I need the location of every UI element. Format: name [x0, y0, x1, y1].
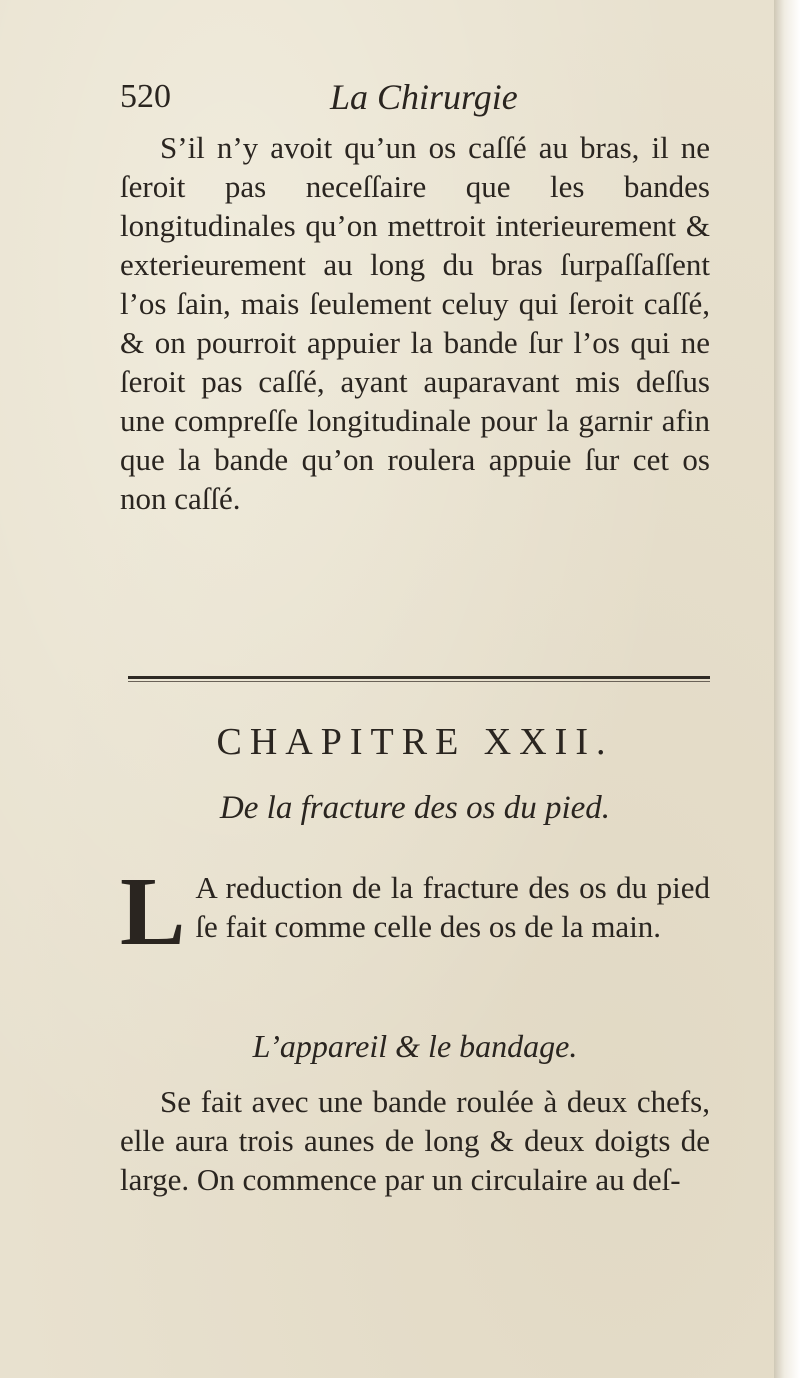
drop-cap: L — [120, 858, 186, 966]
paragraph-broken-arm — [120, 128, 710, 518]
running-title: La Chirurgie — [330, 77, 518, 117]
running-head — [120, 78, 720, 124]
chapter-subtitle: De la fracture des os du pied. — [219, 790, 611, 826]
paragraph-text: S’il n’y avoit qu’un os caſſé au bras, il ne ſeroit pas neceſſaire que les bandes longitudinales qu’on mettroit interieurement & exterieurement au long du bras ſurpaſſaſſent l’os ſain, mais ſeulement celuy qui ſeroit caſſé, & on pourroit appuier la bande ſur l’os qui ne ſeroit pas caſſé, ayant auparavant mis deſſus une compreſſe longitudinale pour la garnir afin que la bande qu’on roulera appuie ſur cet os non caſſé. — [120, 130, 710, 516]
paragraph-text: Se fait avec une bande roulée à deux chefs, elle aura trois aunes de long & deux doigts de large. On commence par un circulaire au deſ- — [120, 1084, 710, 1197]
section-heading: L’appareil & le bandage. — [252, 1028, 578, 1064]
chapter-heading: CHAPITRE XXII. — [216, 721, 614, 763]
page-number: 520 — [120, 78, 171, 115]
ornamental-rule — [128, 676, 710, 679]
page-edge — [774, 0, 800, 1378]
paragraph-bandage — [120, 1082, 710, 1199]
paragraph-with-dropcap — [120, 858, 710, 966]
paragraph-foot-reduction — [120, 858, 710, 966]
paragraph-text: A reduction de la fracture des os du pied ſe fait comme celle des os de la main. — [195, 870, 710, 944]
